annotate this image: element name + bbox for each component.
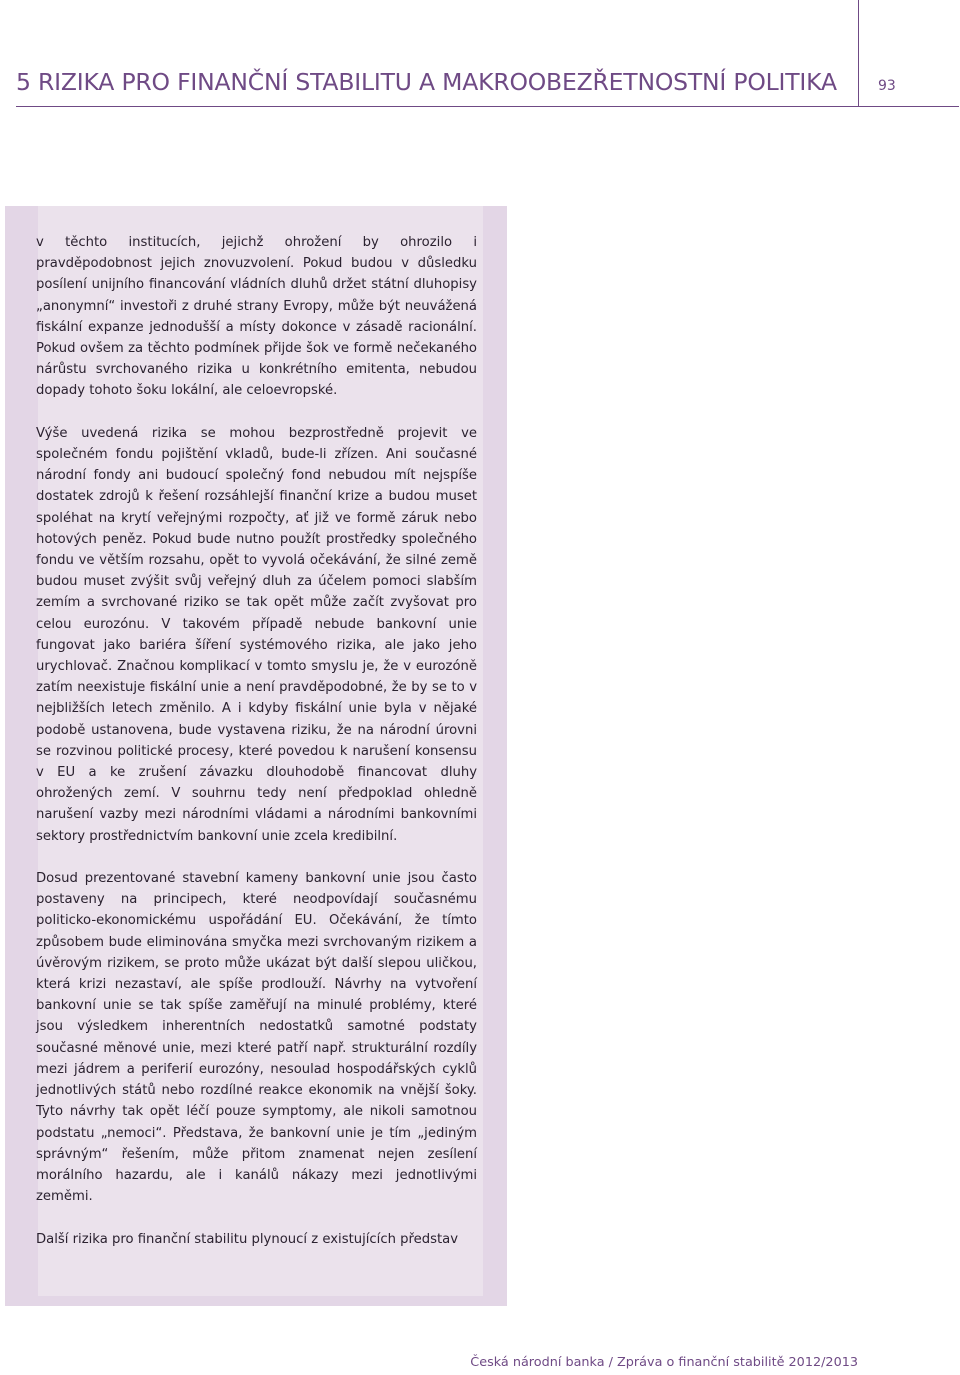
footer-publication: Česká národní banka / Zpráva o finanční stabilitě 2012/2013 [470,1355,858,1370]
paragraph: Výše uvedená rizika se mohou bezprostředně projevit ve společném fondu pojištění vkladů, bude-li zřízen. Ani současné národní fondy ani budoucí společný fond nebudou mít nejspíše dostatek zdrojů k řešení rozsáhlejší finanční krize a budou muset spoléhat na krytí veřejnými rozpočty, ať již ve formě záruk nebo hotových peněz. Pokud bude nutno použít prostředky společného fondu ve větším rozsahu, opět to vyvolá očekávání, že silné země budou muset zvýšit svůj veřejný dluh za účelem pomoci slabším zemím a svrchované riziko se tak opět může začít zvyšovat pro celou eurozónu. V takovém případě nebude bankovní unie fungovat jako bariéra šíření systémového rizika, ale jako jeho urychlovač. Značnou komplikací v tomto smyslu je, že v eurozóně zatím neexistuje fiskální unie a není pravděpodobné, že by se to v nejbližších letech změnilo. A i kdyby fiskální unie byla v nějaké podobě ustanovena, bude vystavena riziku, že na národní úrovni se rozvinou politické procesy, které povedou k narušení konsensu v EU a ke zrušení závazku dlouhodobě financovat dluhy ohrožených zemí. V souhrnu tedy není předpoklad ohledně narušení vazby mezi národními vládami a národními bankovními sektory prostřednictvím bankovní unie zcela kredibilní. [36,425,477,844]
body-text [36,232,477,1250]
section-title: 5 RIZIKA PRO FINANČNÍ STABILITU A MAKROOBEZŘETNOSTNÍ POLITIKA [16,68,837,96]
header-vertical-rule [858,0,859,106]
header-horizontal-rule [16,106,959,107]
paragraph: Dosud prezentované stavební kameny bankovní unie jsou často postaveny na principech, které neodpovídají současnému politicko-ekonomickému uspořádání EU. Očekávání, že tímto způsobem bude eliminována smyčka mezi svrchovaným rizikem a úvěrovým rizikem, se proto může ukázat být další slepou uličkou, která krizi nezastaví, ale spíše prodlouží. Návrhy na vytvoření bankovní unie se tak spíše zaměřují na minulé problémy, které jsou výsledkem inherentních nedostatků samotné podstaty současné měnové unie, mezi které patří např. strukturální rozdíly mezi jádrem a periferií eurozóny, nesoulad hospodářských cyklů jednotlivých států nebo rozdílné reakce ekonomik na vnější šoky. Tyto návrhy tak opět léčí pouze symptomy, ale nikoli samotnou podstatu „nemoci“. Představa, že bankovní unie je tím „jediným správným“ řešením, může přitom znamenat nejen zesílení morálního hazardu, ale i kanálů nákazy mezi jednotlivými zeměmi. [36,871,477,1205]
paragraph: Další rizika pro finanční stabilitu plynoucí z existujících představ [36,1231,459,1247]
page-number: 93 [878,78,896,94]
paragraph: v těchto institucích, jejichž ohrožení by ohrozilo i pravděpodobnost jejich znovuzvolení. Pokud budou v důsledku posílení unijního financování vládních dluhů držet státní dluhopisy „anonymní“ investoři z druhé strany Evropy, může být neuvážená fiskální expanze jednodušší a místy dokonce v zásadě racionální. Pokud ovšem za těchto podmínek přijde šok ve formě nečekaného nárůstu svrchovaného rizika u konkrétního emitenta, nebudou dopady tohoto šoku lokální, ale celoevropské. [36,235,477,399]
